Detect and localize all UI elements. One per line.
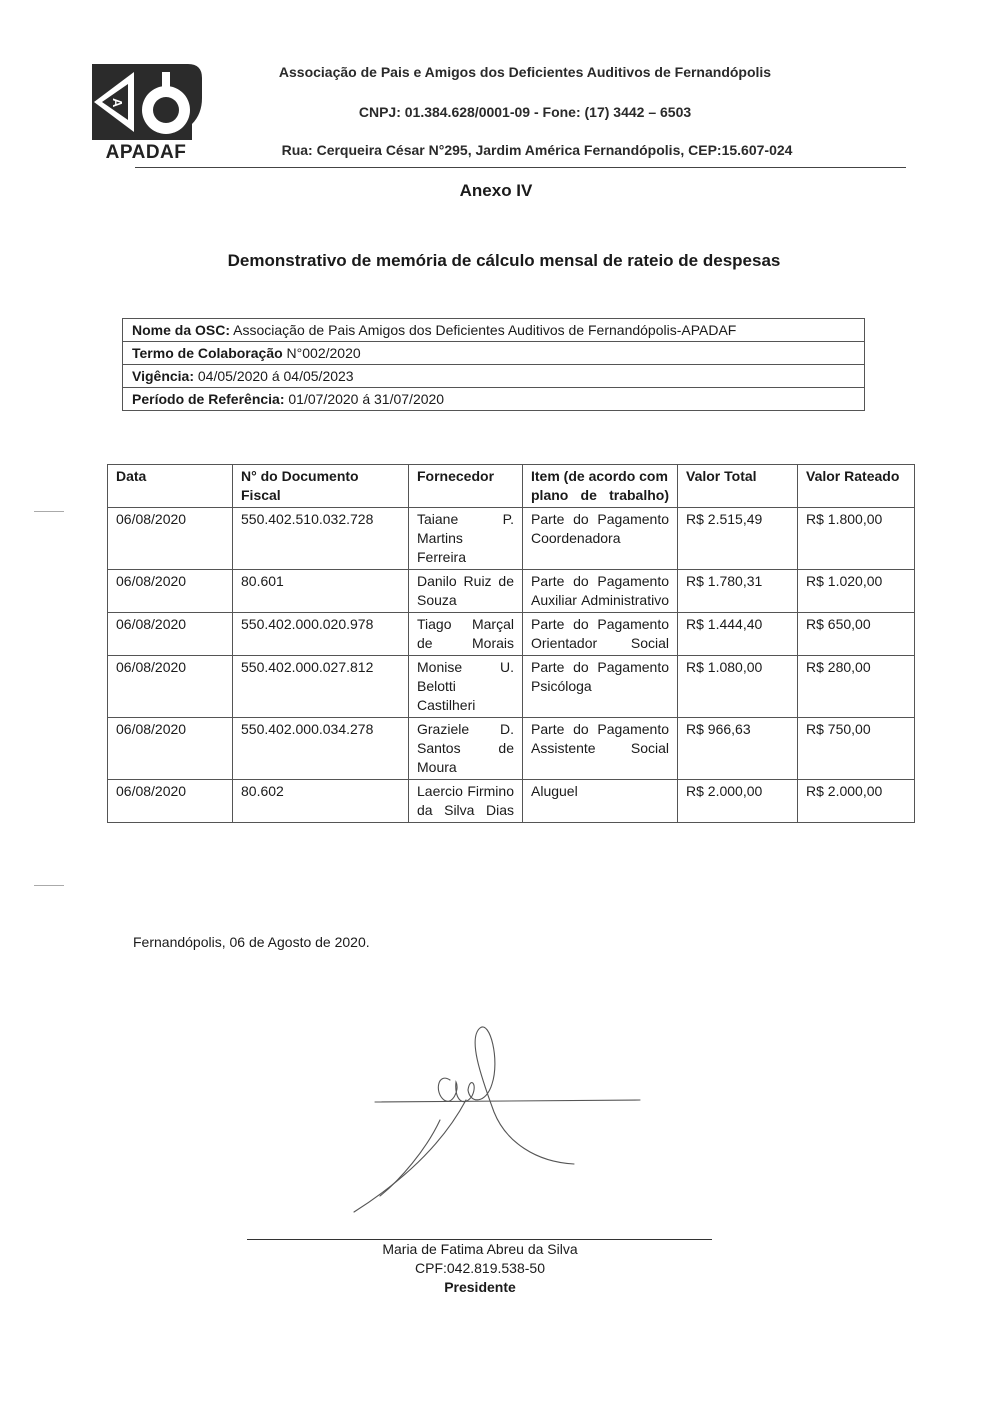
term-row [123,341,864,364]
period-value: 01/07/2020 á 31/07/2020 [284,391,445,407]
osc-name-value: Associação de Pais Amigos dos Deficientes Auditivos de Fernandópolis-APADAF [230,322,737,338]
cell-date: 06/08/2020 [108,718,233,780]
cell-total: R$ 2.000,00 [678,780,798,823]
logo-wordmark: APADAF [105,142,187,163]
cell-item: Parte do Pagamento Assistente Social [523,718,678,780]
address: Rua: Cerqueira César N°295, Jardim América Fernandópolis, CEP:15.607-024 [281,142,793,158]
cell-total: R$ 1.444,40 [678,613,798,656]
period-label: Período de Referência: [132,391,285,407]
svg-text:A: A [110,98,125,108]
scan-mark [34,885,64,886]
cell-apportioned: R$ 650,00 [798,613,915,656]
signer-name: Maria de Fatima Abreu da Silva [382,1241,578,1257]
table-row [108,718,915,780]
signer-role: Presidente [444,1279,516,1295]
col-header-apportioned: Valor Rateado [798,465,915,508]
term-label: Termo de Colaboração [132,345,283,361]
cell-date: 06/08/2020 [108,656,233,718]
cell-supplier: Monise U. Belotti Castilheri [409,656,523,718]
organization-name: Associação de Pais e Amigos dos Deficientes Auditivos de Fernandópolis [278,64,772,80]
cell-date: 06/08/2020 [108,570,233,613]
signer-cpf: CPF:042.819.538-50 [415,1260,545,1276]
cell-supplier: Graziele D. Santos de Moura [409,718,523,780]
expense-table [107,464,915,823]
handwritten-signature [340,1020,660,1220]
cell-date: 06/08/2020 [108,508,233,570]
validity-value: 04/05/2020 á 04/05/2023 [194,368,354,384]
cell-item: Parte do Pagamento Auxiliar Administrativo [523,570,678,613]
cell-document: 80.601 [233,570,409,613]
table-row [108,570,915,613]
cell-apportioned: R$ 2.000,00 [798,780,915,823]
osc-info-box [122,318,865,411]
cell-date: 06/08/2020 [108,780,233,823]
col-header-total: Valor Total [678,465,798,508]
cell-apportioned: R$ 280,00 [798,656,915,718]
osc-name-row [123,319,864,341]
col-header-date: Data [108,465,233,508]
table-row [108,780,915,823]
table-row [108,613,915,656]
cell-item: Parte do Pagamento Psicóloga [523,656,678,718]
table-row [108,656,915,718]
cell-document: 550.402.000.034.278 [233,718,409,780]
table-row [108,508,915,570]
cell-total: R$ 966,63 [678,718,798,780]
signature-line [247,1239,712,1240]
table-header-row [108,465,915,508]
cell-supplier: Tiago Marçal de Morais [409,613,523,656]
scan-mark [34,511,64,512]
cell-total: R$ 2.515,49 [678,508,798,570]
cell-apportioned: R$ 1.020,00 [798,570,915,613]
cell-document: 550.402.000.020.978 [233,613,409,656]
annex-title: Anexo IV [459,181,533,200]
col-header-item: Item (de acordo com plano de trabalho) [523,465,678,508]
validity-label: Vigência: [132,368,194,384]
osc-name-label: Nome da OSC: [132,322,231,338]
cell-document: 80.602 [233,780,409,823]
cell-total: R$ 1.080,00 [678,656,798,718]
cell-item: Parte do Pagamento Orientador Social [523,613,678,656]
cell-apportioned: R$ 750,00 [798,718,915,780]
cell-item: Aluguel [523,780,678,823]
header-divider [135,167,906,168]
cell-supplier: Taiane P. Martins Ferreira [409,508,523,570]
cell-supplier: Danilo Ruiz de Souza [409,570,523,613]
cell-total: R$ 1.780,31 [678,570,798,613]
period-row [123,387,864,410]
validity-row [123,364,864,387]
cell-apportioned: R$ 1.800,00 [798,508,915,570]
place-and-date: Fernandópolis, 06 de Agosto de 2020. [133,934,370,950]
cell-document: 550.402.510.032.728 [233,508,409,570]
cnpj-phone: CNPJ: 01.384.628/0001-09 - Fone: (17) 3442 – 6503 [358,104,692,120]
document-title: Demonstrativo de memória de cálculo mensal de rateio de despesas [227,251,781,270]
term-value: N°002/2020 [282,345,361,361]
cell-supplier: Laercio Firmino da Silva Dias [409,780,523,823]
col-header-supplier: Fornecedor [409,465,523,508]
cell-item: Parte do Pagamento Coordenadora [523,508,678,570]
cell-document: 550.402.000.027.812 [233,656,409,718]
cell-date: 06/08/2020 [108,613,233,656]
col-header-document: N° do Documento Fiscal [233,465,409,508]
